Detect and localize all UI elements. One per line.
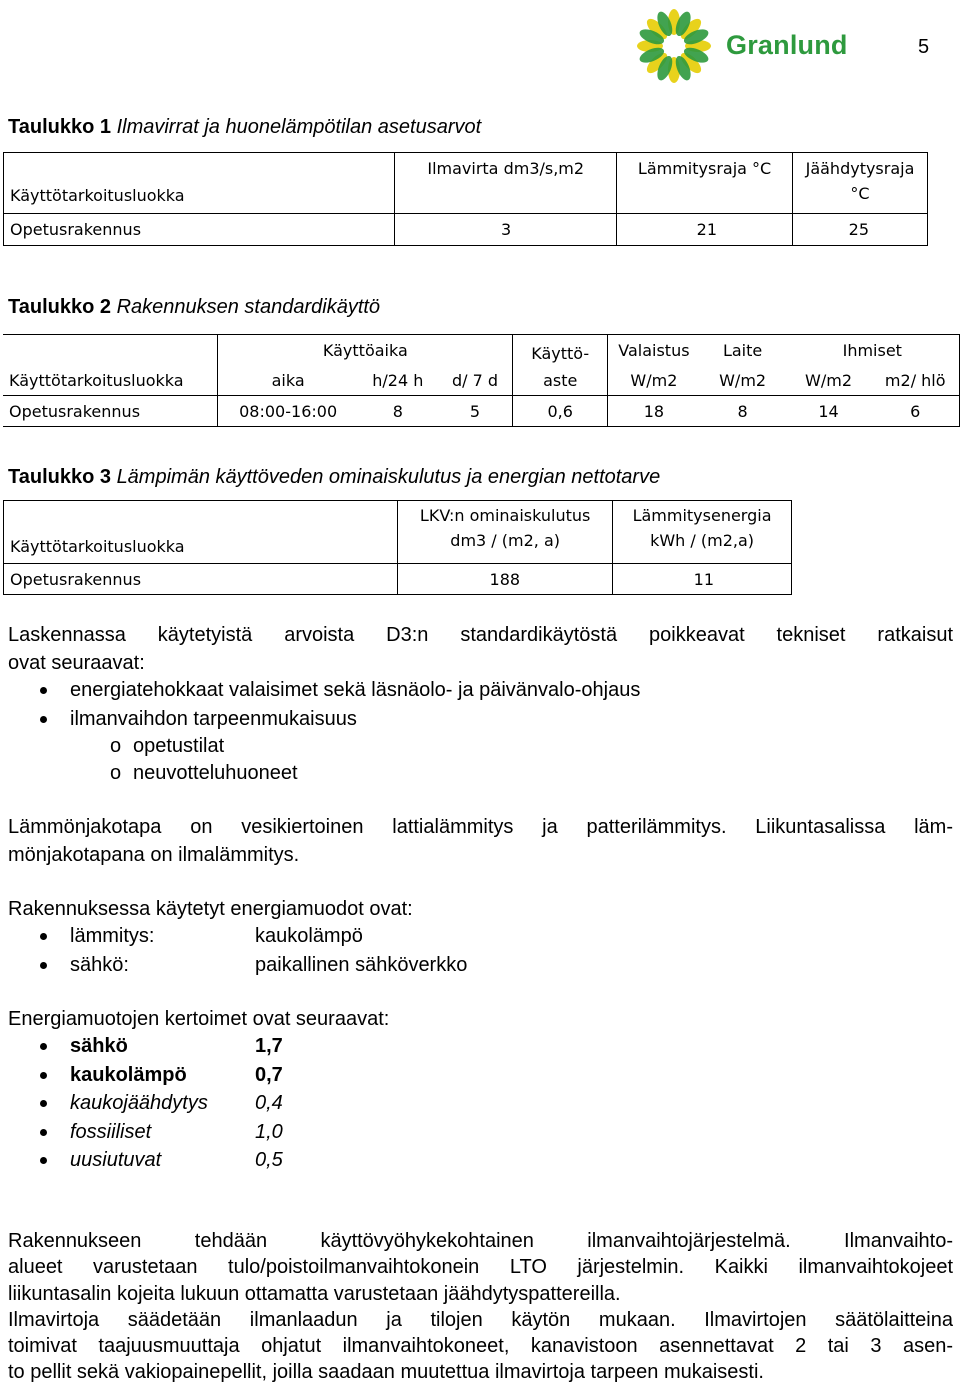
table3-header-lkv-unit: dm3 / (m2, a) — [398, 531, 613, 564]
table2-header-ihmiset: Ihmiset — [786, 335, 960, 367]
list-item — [0, 922, 960, 951]
paragraph-line: Rakennukseen tehdään käyttövyöhykekohtainen ilmanvaihtojärjestelmä. Ilmanvaihto- — [8, 1230, 953, 1252]
bullet-icon — [40, 1100, 47, 1107]
paragraph-line: ovat seuraavat: — [8, 652, 145, 674]
table2-cell: Opetusrakennus — [3, 396, 218, 427]
table2-cell: 18 — [608, 396, 700, 427]
table3-header-class: Käyttötarkoitusluokka — [4, 531, 398, 564]
paragraph-line: mönjakotapana on ilmalämmitys. — [8, 844, 300, 866]
table2-caption — [8, 296, 380, 319]
table1-cell: 21 — [617, 214, 793, 246]
sub-list-item-text: neuvotteluhuoneet — [133, 762, 298, 784]
table3-header-lkv: LKV:n ominaiskulutus — [398, 501, 613, 531]
table2-cell: 0,6 — [513, 396, 608, 427]
table2-sub-h24: h/24 h — [358, 367, 438, 396]
table1-cell: Opetusrakennus — [4, 214, 395, 246]
table2-sub-wm2: W/m2 — [608, 367, 700, 396]
bullet-icon — [40, 1129, 47, 1136]
energy-form-value: paikallinen sähköverkko — [255, 953, 468, 976]
list-item-text: ilmanvaihdon tarpeenmukaisuus — [70, 707, 357, 730]
table1-header-cooling: Jäähdytysraja — [793, 153, 928, 184]
table1-caption-number: Taulukko 1 — [8, 116, 111, 138]
paragraph-ventilation — [8, 1228, 953, 1386]
paragraph-line: Ilmavirtoja säädetään ilmanlaadun ja tilojen käytön mukaan. Ilmavirtojen säätölaitteina — [8, 1308, 953, 1331]
table3-header-energy: Lämmitysenergia — [613, 501, 792, 531]
energy-forms-list — [0, 922, 960, 979]
factor-name: uusiutuvat — [70, 1149, 162, 1171]
bullet-icon — [40, 1043, 47, 1050]
table3-cell: Opetusrakennus — [4, 564, 398, 595]
factor-name: kaukolämpö — [70, 1063, 187, 1086]
granlund-logo-mark — [628, 8, 720, 84]
factor-value: 1,7 — [255, 1035, 283, 1057]
list-item — [0, 705, 960, 734]
page-number: 5 — [918, 36, 930, 58]
list-item — [0, 1061, 960, 1090]
circle-bullet-icon: o — [110, 735, 122, 757]
table2-cell: 14 — [786, 396, 872, 427]
sub-list-item — [0, 760, 960, 787]
table2-sub-aika: aika — [218, 367, 358, 396]
list-item — [0, 1118, 960, 1147]
circle-bullet-icon: o — [110, 762, 122, 784]
table1-header-heating: Lämmitysraja °C — [617, 153, 793, 184]
paragraph-line: liikuntasalin kojeita lukuun ottamatta varustetaan jäähdytyspattereilla. — [8, 1282, 621, 1305]
factor-name: kaukojäähdytys — [70, 1092, 208, 1114]
bullet-icon — [40, 1072, 47, 1079]
table2-header-laite: Laite — [700, 335, 786, 367]
list-item — [0, 1032, 960, 1061]
table1-header-class-label: Käyttötarkoitusluokka — [4, 184, 395, 214]
paragraph-line: alueet varustetaan tulo/poistoilmanvaihtokonein LTO järjestelmin. Kaikki ilmanvaihtokojeet — [8, 1256, 953, 1279]
list-item-text: energiatehokkaat valaisimet sekä läsnäolo- ja päivänvalo-ohjaus — [70, 679, 641, 701]
table1-caption — [8, 116, 481, 139]
table2-header-kayttoaika: Käyttöaika — [218, 335, 513, 367]
table3-caption-title: Lämpimän käyttöveden ominaiskulutus ja energian nettotarve — [116, 466, 661, 488]
table2-sub-m2hlo: m2/ hlö — [871, 367, 959, 396]
factor-value: 1,0 — [255, 1120, 283, 1143]
table1 — [3, 152, 928, 246]
factor-value: 0,5 — [255, 1149, 283, 1171]
table1-header-class — [4, 153, 395, 184]
paragraph-line: to pellit sekä vakiopainepellit, joilla saadaan muutettua ilmavirtoja tarpeen mukaisesti. — [8, 1361, 764, 1384]
paragraph-line: Laskennassa käytetyistä arvoista D3:n standardikäytöstä poikkeavat tekniset ratkaisut — [8, 624, 953, 646]
paragraph-energy-forms: Rakennuksessa käytetyt energiamuodot ovat: — [8, 898, 413, 920]
table1-header-empty — [395, 184, 617, 214]
paragraph-heat-distribution — [8, 813, 953, 869]
table3-caption — [8, 466, 660, 489]
table1-header-airflow: Ilmavirta dm3/s,m2 — [395, 153, 617, 184]
bullet-icon — [40, 962, 47, 969]
table2-sub-wm2: W/m2 — [786, 367, 872, 396]
table2-header-valaistus: Valaistus — [608, 335, 700, 367]
table3-cell: 11 — [613, 564, 792, 595]
energy-form-value: kaukolämpö — [255, 925, 363, 947]
logo-wordmark: Granlund — [726, 30, 848, 60]
sub-list-item — [0, 733, 960, 760]
factor-name: sähkö — [70, 1035, 128, 1057]
list-item — [0, 1089, 960, 1118]
table1-cell: 3 — [395, 214, 617, 246]
energy-form-label: lämmitys: — [70, 925, 155, 947]
table2-header-blank — [3, 335, 218, 367]
table2-sub-d7: d/ 7 d — [438, 367, 513, 396]
table2-cell: 6 — [871, 396, 959, 427]
table1-header-cooling-unit: °C — [793, 184, 928, 214]
factor-value: 0,4 — [255, 1092, 283, 1114]
granlund-logo — [628, 8, 858, 84]
list-item — [0, 676, 960, 705]
table2-header-kaytto: Käyttö- — [513, 335, 608, 367]
list-item — [0, 1146, 960, 1175]
table3-header-energy-unit: kWh / (m2,a) — [613, 531, 792, 564]
table2-cell: 08:00-16:00 — [218, 396, 358, 427]
paragraph-line: Lämmönjakotapa on vesikiertoinen lattialämmitys ja patterilämmitys. Liikuntasalissa läm- — [8, 816, 953, 838]
table2-caption-number: Taulukko 2 — [8, 296, 111, 318]
paragraph-deviations — [8, 621, 953, 677]
bullet-icon — [40, 1157, 47, 1164]
table2-sub-class: Käyttötarkoitusluokka — [3, 367, 218, 396]
table3-header-blank — [4, 501, 398, 531]
energy-form-label: sähkö: — [70, 953, 129, 976]
table1-caption-title: Ilmavirrat ja huonelämpötilan asetusarvot — [116, 116, 482, 138]
sub-list-item-text: opetustilat — [133, 735, 225, 757]
bullet-icon — [40, 933, 47, 940]
table2 — [3, 334, 960, 427]
bullet-icon — [40, 716, 47, 723]
paragraph-factors: Energiamuotojen kertoimet ovat seuraavat: — [8, 1008, 390, 1030]
table1-cell: 25 — [793, 214, 928, 246]
paragraph-line: toimivat taajuusmuuttaja ohjatut ilmanvaihtokoneet, kanavistoon asennettavat 2 tai 3 asen- — [8, 1335, 953, 1358]
table3-cell: 188 — [398, 564, 613, 595]
table3-caption-number: Taulukko 3 — [8, 466, 111, 488]
table2-sub-wm2: W/m2 — [700, 367, 786, 396]
table1-header-empty — [617, 184, 793, 214]
table2-cell: 8 — [358, 396, 438, 427]
table2-cell: 5 — [438, 396, 513, 427]
factor-value: 0,7 — [255, 1063, 283, 1086]
table2-caption-title: Rakennuksen standardikäyttö — [116, 296, 381, 318]
factors-list — [0, 1032, 960, 1175]
table2-cell: 8 — [700, 396, 786, 427]
table3 — [3, 500, 792, 595]
table2-sub-aste: aste — [513, 367, 608, 396]
factor-name: fossiiliset — [70, 1120, 152, 1143]
list-item — [0, 951, 960, 980]
bullet-icon — [40, 687, 47, 694]
deviation-list — [0, 676, 960, 787]
